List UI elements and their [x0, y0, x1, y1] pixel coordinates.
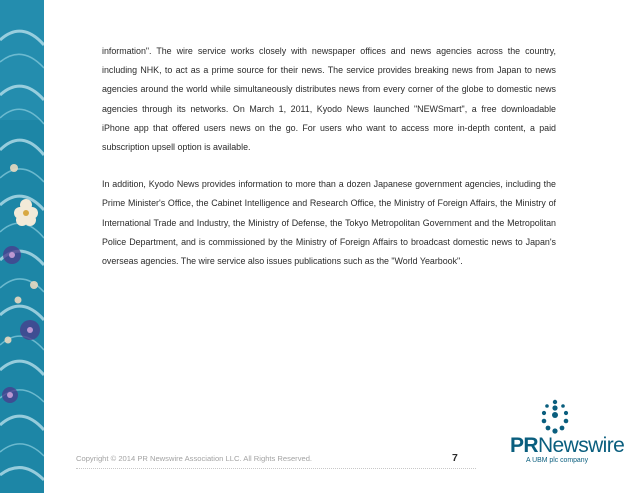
logo-mark-icon	[539, 398, 571, 438]
logo-wordmark-pr: PR	[510, 434, 538, 457]
logo-wordmark	[510, 434, 624, 458]
decorative-side-artwork	[0, 0, 44, 493]
logo-wordmark-newswire: Newswire	[537, 434, 625, 457]
page-number: 7	[452, 452, 458, 464]
paragraph-kyodo-wire-service: information". The wire service works closely with newspaper offices and news agencies across the country, including NHK, to act as a prime source for their news. The service provides breaking news from Japan to news agencies around the world while simultaneously distributes news from every corner of the globe to domestic news agencies through its networks. On March 1, 2011, Kyodo News launched "NEWSmart", a free downloadable iPhone app that offered users news on the go. For users who want to access more in-depth content, a paid subscription upsell option is available.	[102, 46, 556, 153]
paragraph-government-agencies: In addition, Kyodo News provides information to more than a dozen Japanese government agencies, including the Prime Minister's Office, the Cabinet Intelligence and Research Office, the Ministry of Foreign Affairs, the Ministry of International Trade and Industry, the Ministry of Defense, the Tokyo Metropolitan Government and the Metropolitan Police Department, and is commissioned by the Ministry of Foreign Affairs to broadcast domestic news to Japan's overseas agencies. The wire service also issues publications such as the "World Yearbook".	[102, 179, 556, 267]
article-body	[102, 42, 556, 289]
pr-newswire-logo	[496, 398, 625, 476]
logo-tagline: A UBM plc company	[526, 457, 589, 464]
footer-divider	[76, 468, 476, 469]
footer-copyright: Copyright © 2014 PR Newswire Association LLC. All Rights Reserved.	[76, 454, 313, 463]
wave-floral-pattern	[0, 0, 44, 493]
